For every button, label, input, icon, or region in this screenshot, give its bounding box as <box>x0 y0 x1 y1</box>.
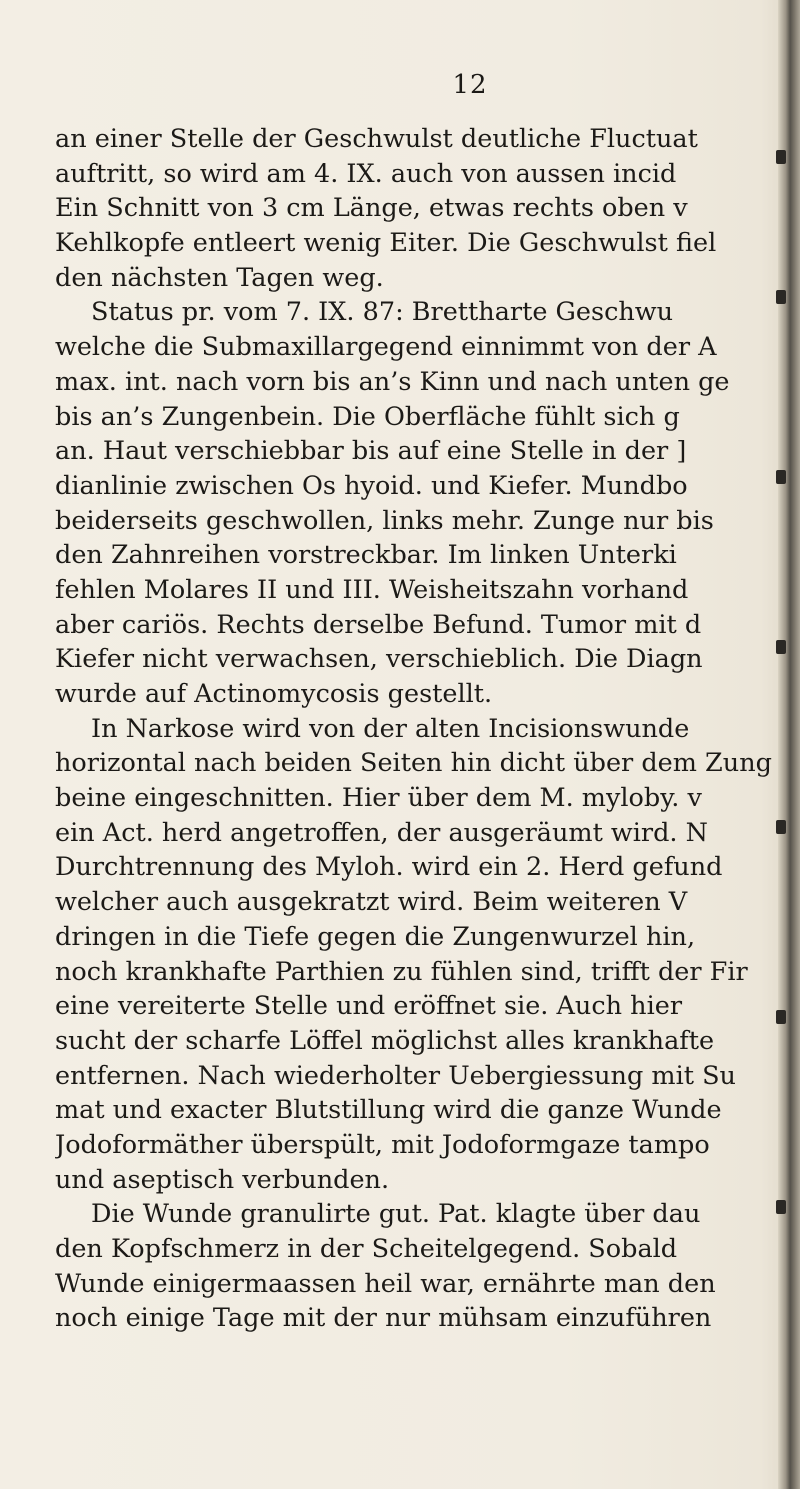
text-line: auftritt, so wird am 4. IX. auch von aussen incid <box>55 158 677 189</box>
text-line: an. Haut verschiebbar bis auf eine Stelle in der ] <box>55 436 687 467</box>
text-line: Kehlkopfe entleert wenig Eiter. Die Geschwulst fiel <box>55 228 717 259</box>
text-line: mat und exacter Blutstillung wird die ganze Wunde <box>55 1095 722 1126</box>
text-line: sucht der scharfe Löffel möglichst alles krankhafte <box>55 1025 715 1056</box>
text-line: Wunde einigermaassen heil war, ernährte man den <box>55 1268 716 1299</box>
edge-shadow-mark <box>776 150 786 164</box>
edge-shadow-mark <box>776 820 786 834</box>
edge-shadow-mark <box>776 290 786 304</box>
text-line: Jodoformäther überspült, mit Jodoformgaze tampo <box>55 1129 710 1160</box>
text-line: Kiefer nicht verwachsen, verschieblich. Die Diagn <box>55 644 703 675</box>
text-line: beine eingeschnitten. Hier über dem M. myloby. v <box>55 783 702 814</box>
text-line: max. int. nach vorn bis an’s Kinn und nach unten ge <box>55 366 730 397</box>
text-line: beiderseits geschwollen, links mehr. Zunge nur bis <box>55 505 714 536</box>
text-line: und aseptisch verbunden. <box>55 1164 390 1195</box>
page-number: 12 <box>452 70 488 100</box>
text-line: bis an’s Zungenbein. Die Oberfläche fühlt sich g <box>55 401 680 432</box>
text-line: dringen in die Tiefe gegen die Zungenwurzel hin, <box>55 921 696 952</box>
text-line: Die Wunde granulirte gut. Pat. klagte über dau <box>91 1199 701 1230</box>
text-line: horizontal nach beiden Seiten hin dicht über dem Zung <box>55 748 772 779</box>
edge-shadow-mark <box>776 1010 786 1024</box>
body-text <box>55 122 790 1336</box>
text-line: noch einige Tage mit der nur mühsam einzuführen <box>55 1303 712 1334</box>
text-line: entfernen. Nach wiederholter Uebergiessung mit Su <box>55 1060 736 1091</box>
edge-shadow-mark <box>776 640 786 654</box>
text-line: Ein Schnitt von 3 cm Länge, etwas rechts oben v <box>55 193 688 224</box>
text-line: In Narkose wird von der alten Incisionswunde <box>91 713 690 744</box>
text-line: fehlen Molares II und III. Weisheitszahn vorhand <box>55 574 689 605</box>
edge-shadow-mark <box>776 470 786 484</box>
text-line: aber cariös. Rechts derselbe Befund. Tumor mit d <box>55 609 702 640</box>
text-line: welcher auch ausgekratzt wird. Beim weiteren V <box>55 887 688 918</box>
text-line: noch krankhafte Parthien zu fühlen sind, trifft der Fir <box>55 956 748 987</box>
text-line: Durchtrennung des Myloh. wird ein 2. Herd gefund <box>55 852 723 883</box>
text-line: wurde auf Actinomycosis gestellt. <box>55 679 493 709</box>
text-line: eine vereiterte Stelle und eröffnet sie. Auch hier <box>55 991 683 1022</box>
text-line: den Zahnreihen vorstreckbar. Im linken Unterki <box>55 540 677 571</box>
edge-shadow-mark <box>776 1200 786 1214</box>
text-line: den Kopfschmerz in der Scheitelgegend. Sobald <box>55 1234 678 1264</box>
text-line: ein Act. herd angetroffen, der ausgeräumt wird. N <box>55 817 708 848</box>
binding-edge <box>778 0 800 1489</box>
text-line: an einer Stelle der Geschwulst deutliche Fluctuat <box>55 124 698 154</box>
text-line: dianlinie zwischen Os hyoid. und Kiefer. Mundbo <box>55 470 688 501</box>
text-line: Status pr. vom 7. IX. 87: Brettharte Geschwu <box>91 297 674 328</box>
text-line: welche die Submaxillargegend einnimmt von der A <box>55 332 717 363</box>
text-line: den nächsten Tagen weg. <box>55 262 384 293</box>
